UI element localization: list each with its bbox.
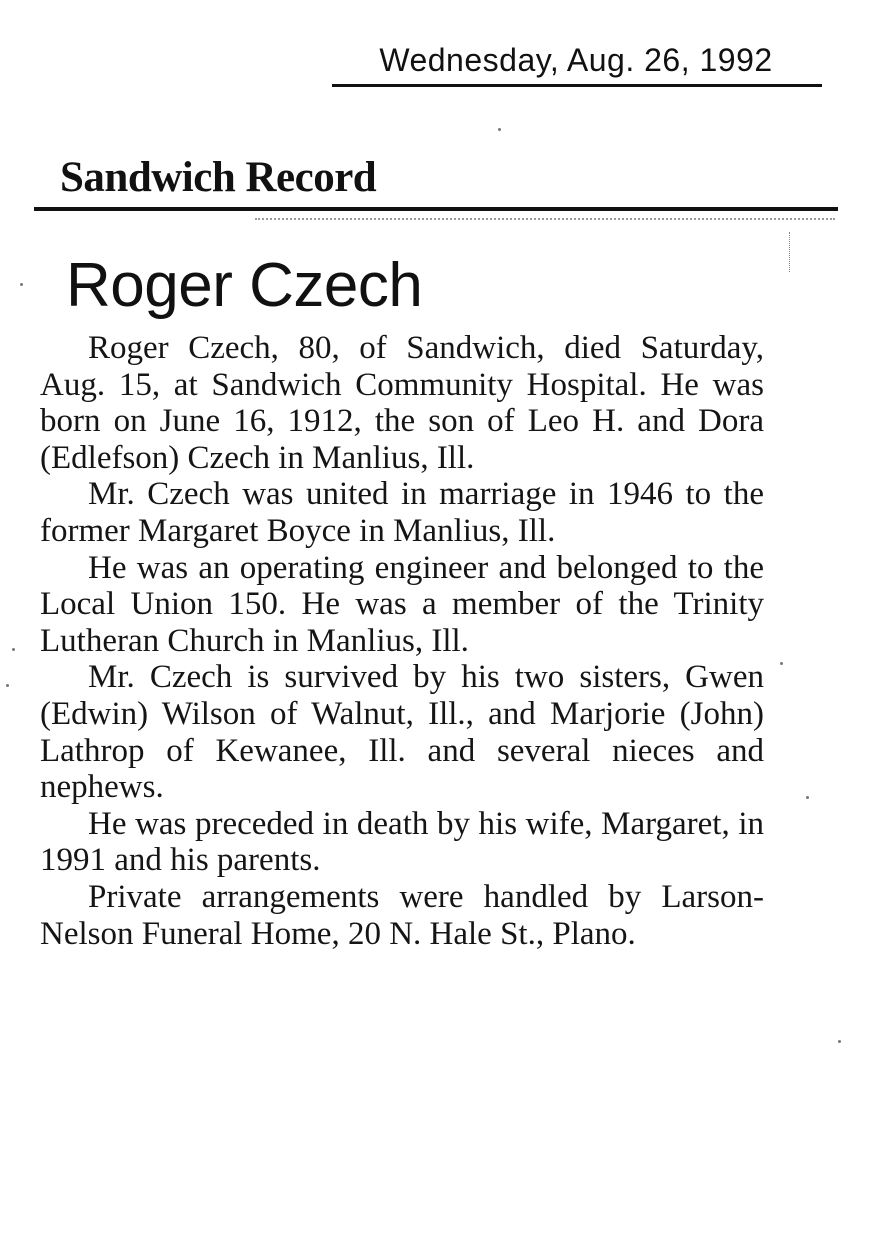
article-paragraph-survivors: Mr. Czech is survived by his two sisters, Gwen (Edwin) Wilson of Walnut, Ill., and Marjorie (John) Lathrop of Kewanee, Ill. and several nieces and nephews. bbox=[40, 659, 764, 806]
scan-speck bbox=[780, 662, 783, 665]
dateline-rule bbox=[332, 84, 822, 87]
scan-speck bbox=[20, 283, 23, 286]
newspaper-masthead: Sandwich Record bbox=[60, 154, 377, 201]
scan-speck bbox=[838, 1040, 841, 1043]
article-paragraph-career: He was an operating engineer and belonged to the Local Union 150. He was a member of the Trinity Lutheran Church in Manlius, Ill. bbox=[40, 549, 764, 659]
scan-speck bbox=[6, 684, 9, 687]
article-paragraph-arrangements: Private arrangements were handled by Larson-Nelson Funeral Home, 20 N. Hale St., Plano. bbox=[40, 878, 764, 952]
obituary-headline: Roger Czech bbox=[66, 251, 423, 320]
article-paragraph-preceded: He was preceded in death by his wife, Margaret, in 1991 and his parents. bbox=[40, 805, 764, 879]
publication-date: Wednesday, Aug. 26, 1992 bbox=[379, 42, 773, 78]
article-paragraph-death-notice: Roger Czech, 80, of Sandwich, died Saturday, Aug. 15, at Sandwich Community Hospital. He was born on June 16, 1912, the son of Leo H. and Dora (Edlefson) Czech in Manlius, Ill. bbox=[40, 330, 764, 476]
obituary-article bbox=[40, 330, 764, 952]
masthead-rule bbox=[34, 207, 838, 211]
masthead-faint-rule bbox=[255, 218, 835, 220]
article-paragraph-marriage: Mr. Czech was united in marriage in 1946 to the former Margaret Boyce in Manlius, Ill. bbox=[40, 476, 764, 549]
scan-speck bbox=[12, 648, 15, 651]
scan-speck bbox=[498, 128, 501, 131]
scan-speck bbox=[806, 796, 809, 799]
scan-edge-mark bbox=[789, 232, 790, 272]
